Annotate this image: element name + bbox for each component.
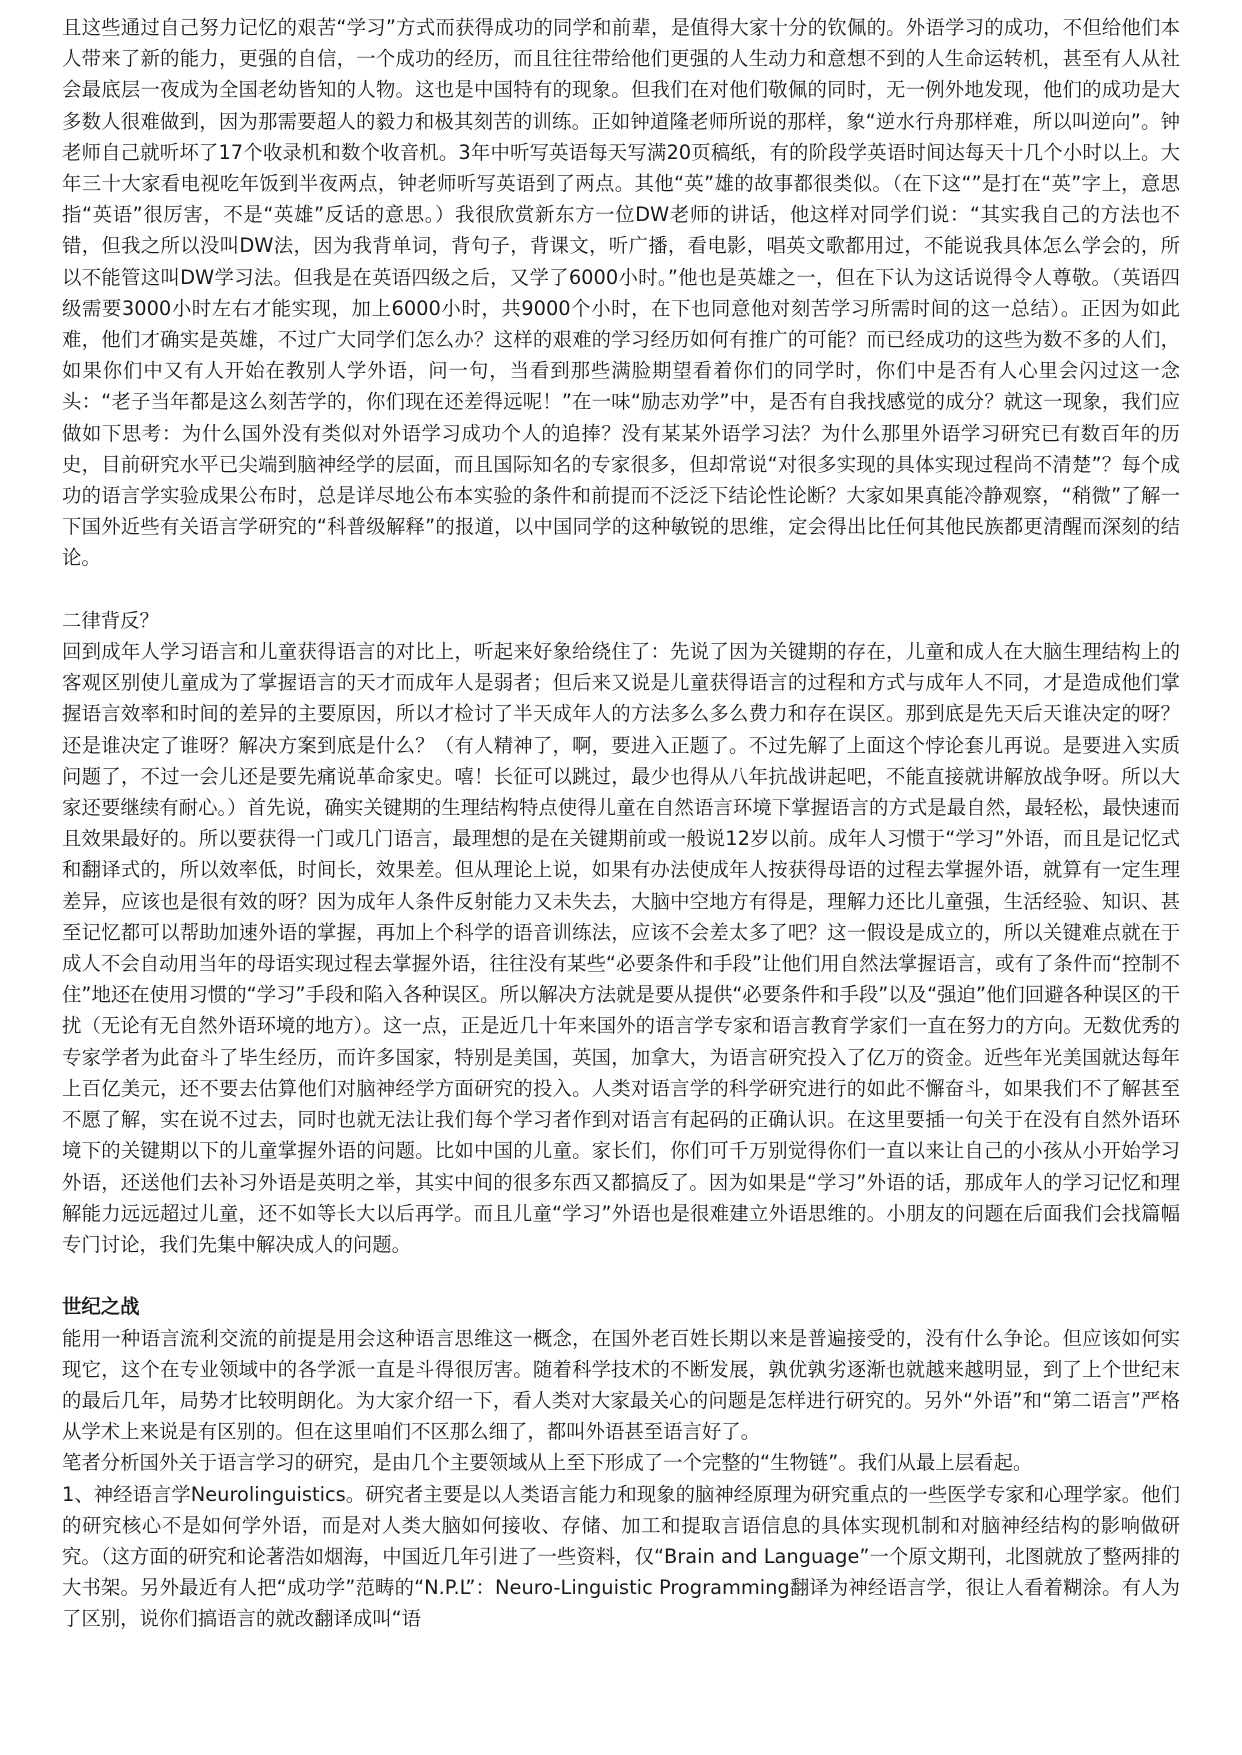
paragraph-thinking-concept: 能用一种语言流利交流的前提是用会这种语言思维这一概念，在国外老百姓长期以来是普遍接受的，没有什么争论。但应该如何实现它，这个在专业领域中的各学派一直是斗得很厉害。随着科学技术的不断发展，孰优孰劣逐渐也就越来越明显，到了上个世纪末的最后几年，局势才比较明朗化。为大家介绍一下，看人类对大家最关心的问题是怎样进行研究的。另外“外语”和“第二语言”严格从学术上来说是有区别的。但在这里咱们不区那么细了，都叫外语甚至语言好了。 [62,1326,1180,1444]
blank-line [62,574,1180,605]
section-heading-antinomy: 二律背反？ [62,608,159,632]
section-heading-century-battle: 世纪之战 [62,1295,140,1319]
paragraph-adult-vs-child: 回到成年人学习语言和儿童获得语言的对比上，听起来好象给绕住了：先说了因为关键期的存在，儿童和成人在大脑生理结构上的客观区别使儿童成为了掌握语言的天才而成年人是弱者；但后来又说是儿童获得语言的过程和方式与成年人不同，才是造成他们掌握语言效率和时间的差异的主要原因，所以才检讨了半天成年人的方法多么多么费力和存在误区。那到底是先天后天谁决定的呀？还是谁决定了谁呀？解决方案到底是什么？（有人精神了，啊，要进入正题了。不过先解了上面这个悖论套儿再说。是要进入实质问题了，不过一会儿还是要先痛说革命家史。嘻！长征可以跳过，最少也得从八年抗战讲起吧，不能直接就讲解放战争呀。所以大家还要继续有耐心。）首先说，确实关键期的生理结构特点使得儿童在自然语言环境下掌握语言的方式是最自然，最轻松，最快速而且效果最好的。所以要获得一门或几门语言，最理想的是在关键期前或一般说12岁以前。成年人习惯于“学习”外语，而且是记忆式和翻译式的，所以效率低，时间长，效果差。但从理论上说，如果有办法使成年人按获得母语的过程去掌握外语，就算有一定生理差异，应该也是很有效的呀？因为成年人条件反射能力又未失去，大脑中空地方有得是，理解力还比儿童强，生活经验、知识、甚至记忆都可以帮助加速外语的掌握，再加上个科学的语音训练法，应该不会差太多了吧？这一假设是成立的，所以关键难点就在于成人不会自动用当年的母语实现过程去掌握外语，往往没有某些“必要条件和手段”让他们用自然法掌握语言，或有了条件而“控制不住”地还在使用习惯的“学习”手段和陷入各种误区。所以解决方法就是要从提供“必要条件和手段”以及“强迫”他们回避各种误区的干扰（无论有无自然外语环境的地方）。这一点，正是近几十年来国外的语言学专家和语言教育学家们一直在努力的方向。无数优秀的专家学者为此奋斗了毕生经历，而许多国家，特别是美国，英国，加拿大，为语言研究投入了亿万的资金。近些年光美国就达每年上百亿美元，还不要去估算他们对脑神经学方面研究的投入。人类对语言学的科学研究进行的如此不懈奋斗，如果我们不了解甚至不愿了解，实在说不过去，同时也就无法让我们每个学习者作到对语言有起码的正确认识。在这里要插一句关于在没有自然外语环境下的关键期以下的儿童掌握外语的问题。比如中国的儿童。家长们，你们可千万别觉得你们一直以来让自己的小孩从小开始学习外语，还送他们去补习外语是英明之举，其实中间的很多东西又都搞反了。因为如果是“学习”外语的话，那成年人的学习记忆和理解能力远远超过儿童，还不如等长大以后再学。而且儿童“学习”外语也是很难建立外语思维的。小朋友的问题在后面我们会找篇幅专门讨论，我们先集中解决成人的问题。 [62,640,1180,1256]
paragraph-neurolinguistics: 1、神经语言学Neurolinguistics。研究者主要是以人类语言能力和现象的脑神经原理为研究重点的一些医学专家和心理学家。他们的研究核心不是如何学外语，而是对人类大脑如何接收、存储、加工和提取言语信息的具体实现机制和对脑神经结构的影响做研究。（这方面的研究和论著浩如烟海，中国近几年引进了一些资料，仅“Brain and Language”一个原文期刊，北图就放了整两排的大书架。另外最近有人把“成功学”范畴的“N.P.L”：Neuro-Linguistic Programming翻译为神经语言学，很让人看着糊涂。有人为了区别，说你们搞语言的就改翻译成叫“语 [62,1482,1180,1631]
paragraph-biological-chain: 笔者分析国外关于语言学习的研究，是由几个主要领域从上至下形成了一个完整的“生物链”。我们从最上层看起。 [62,1451,1033,1475]
paragraph-admiration: 且这些通过自己努力记忆的艰苦“学习”方式而获得成功的同学和前辈，是值得大家十分的钦佩的。外语学习的成功，不但给他们本人带来了新的能力，更强的自信，一个成功的经历，而且往往带给他们更强的人生动力和意想不到的人生命运转机，甚至有人从社会最底层一夜成为全国老幼皆知的人物。这也是中国特有的现象。但我们在对他们敬佩的同时，无一例外地发现，他们的成功是大多数人很难做到，因为那需要超人的毅力和极其刻苦的训练。正如钟道隆老师所说的那样，象“逆水行舟那样难，所以叫逆向”。钟老师自己就听坏了17个收录机和数个收音机。3年中听写英语每天写满20页稿纸，有的阶段学英语时间达每天十几个小时以上。大年三十大家看电视吃年饭到半夜两点，钟老师听写英语到了两点。其他“英”雄的故事都很类似。（在下这“”是打在“英”字上，意思指“英语”很厉害，不是“英雄”反话的意思。）我很欣赏新东方一位DW老师的讲话，他这样对同学们说：“其实我自己的方法也不错，但我之所以没叫DW法，因为我背单词，背句子，背课文，听广播，看电影，唱英文歌都用过，不能说我具体怎么学会的，所以不能管这叫DW学习法。但我是在英语四级之后，又学了6000小时。”他也是英雄之一，但在下认为这话说得令人尊敬。（英语四级需要3000小时左右才能实现，加上6000小时，共9000个小时，在下也同意他对刻苦学习所需时间的这一总结）。正因为如此难，他们才确实是英雄，不过广大同学们怎么办？这样的艰难的学习经历如何有推广的可能？而已经成功的这些为数不多的人们，如果你们中又有人开始在教别人学外语，问一句，当看到那些满脸期望看着你们的同学时，你们中是否有人心里会闪过这一念头：“老子当年都是这么刻苦学的，你们现在还差得远呢！”在一味“励志劝学”中，是否有自我找感觉的成分？就这一现象，我们应做如下思考：为什么国外没有类似对外语学习成功个人的追捧？没有某某外语学习法？为什么那里外语学习研究已有数百年的历史，目前研究水平已尖端到脑神经学的层面，而且国际知名的专家很多，但却常说“对很多实现的具体实现过程尚不清楚”？每个成功的语言学实验成果公布时，总是详尽地公布本实验的条件和前提而不泛泛下结论性论断？大家如果真能冷静观察，“稍微”了解一下国外近些有关语言学研究的“科普级解释”的报道，以中国同学的这种敏锐的思维，定会得出比任何其他民族都更清醒而深刻的结论。 [62,16,1180,570]
blank-line [62,1260,1180,1291]
